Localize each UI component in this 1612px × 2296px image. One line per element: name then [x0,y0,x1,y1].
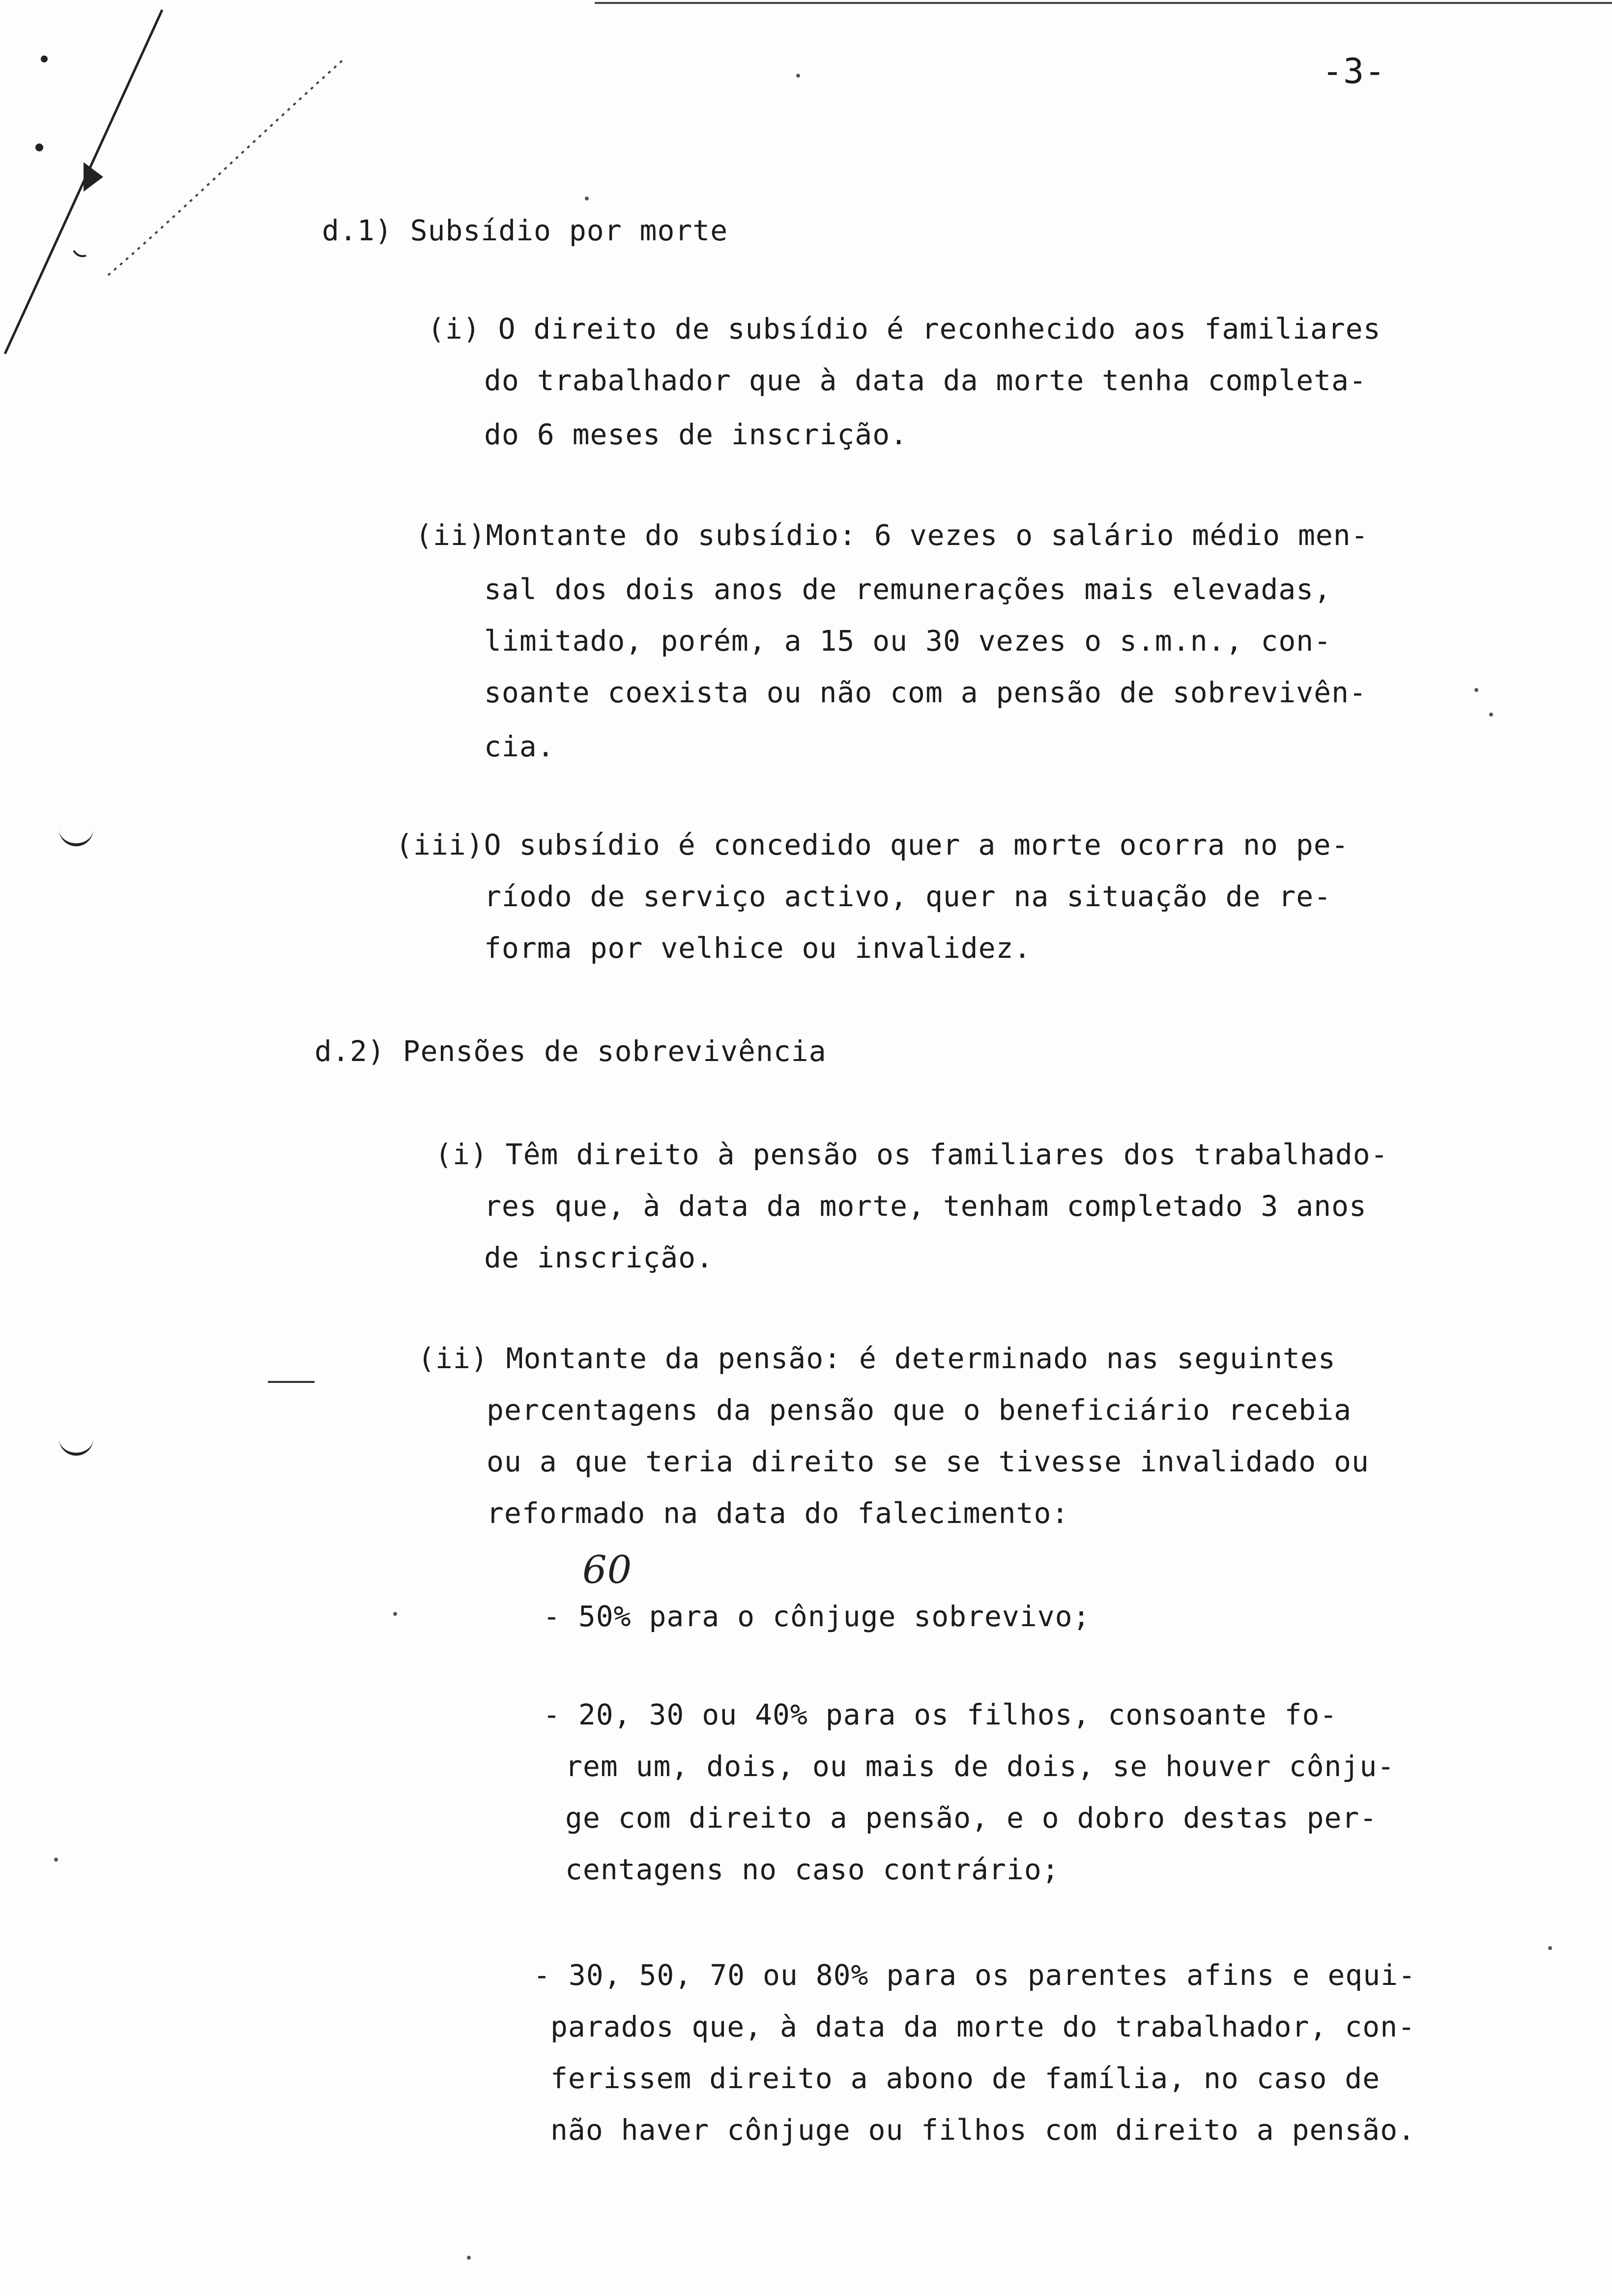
scan-speck [585,197,589,201]
text-line: ferissem direito a abono de família, no caso de [550,2062,1381,2095]
text-line: parados que, à data da morte do trabalhador, con- [550,2010,1416,2043]
scan-speck [1548,1946,1552,1950]
text-line: soante coexista ou não com a pensão de sobrevivên- [484,676,1367,709]
scan-speck [1474,688,1478,692]
text-line: do 6 meses de inscrição. [484,418,908,451]
text-line: limitado, porém, a 15 ou 30 vezes o s.m.n., con- [484,624,1332,658]
page-number: -3- [1322,51,1386,91]
text-line: percentagens da pensão que o beneficiário recebia [487,1393,1352,1427]
text-line: (ii) Montante da pensão: é determinado nas seguintes [418,1342,1336,1375]
list-item: - 20, 30 ou 40% para os filhos, consoante fo- [543,1698,1338,1731]
text-line: cia. [484,730,555,763]
scan-speck [54,1858,58,1862]
text-line: não haver cônjuge ou filhos com direito a pensão. [550,2113,1416,2147]
scan-speck [393,1612,397,1616]
text-line: sal dos dois anos de remunerações mais elevadas, [484,573,1332,606]
section-heading-d1: d.1) Subsídio por morte [322,214,728,247]
text-line: rem um, dois, ou mais de dois, se houver cônju- [565,1750,1395,1783]
text-line: (iii)O subsídio é concedido quer a morte ocorra no pe- [396,828,1349,861]
section-heading-d2: d.2) Pensões de sobrevivência [315,1034,827,1068]
text-line: res que, à data da morte, tenham completado 3 anos [484,1189,1367,1223]
list-item: - 50% para o cônjuge sobrevivo; [543,1600,1091,1633]
text-line: (i) O direito de subsídio é reconhecido aos familiares [428,312,1381,345]
scan-speck [796,74,800,78]
scan-speck [467,2256,471,2260]
text-line: (i) Têm direito à pensão os familiares dos trabalhado- [435,1138,1388,1171]
list-item: - 30, 50, 70 ou 80% para os parentes afins e equi- [533,1958,1416,1992]
text-line: ge com direito a pensão, e o dobro destas per- [565,1801,1378,1835]
margin-mark [59,826,93,846]
margin-scribble [0,0,354,373]
text-line: ríodo de serviço activo, quer na situação de re- [484,880,1332,913]
text-line: reformado na data do falecimento: [487,1496,1069,1530]
top-edge-rule [595,2,1612,4]
text-line: forma por velhice ou invalidez. [484,931,1032,965]
margin-dash [268,1381,315,1383]
text-line: centagens no caso contrário; [565,1853,1060,1886]
handwritten-annotation: 60 [582,1548,633,1592]
margin-mark [59,1435,93,1456]
text-line: do trabalhador que à data da morte tenha completa- [484,364,1367,397]
text-line: de inscrição. [484,1241,714,1274]
text-line: ou a que teria direito se se tivesse invalidado ou [487,1445,1369,1478]
scan-speck [1489,713,1493,717]
text-line: (ii)Montante do subsídio: 6 vezes o salário médio men- [415,518,1369,552]
